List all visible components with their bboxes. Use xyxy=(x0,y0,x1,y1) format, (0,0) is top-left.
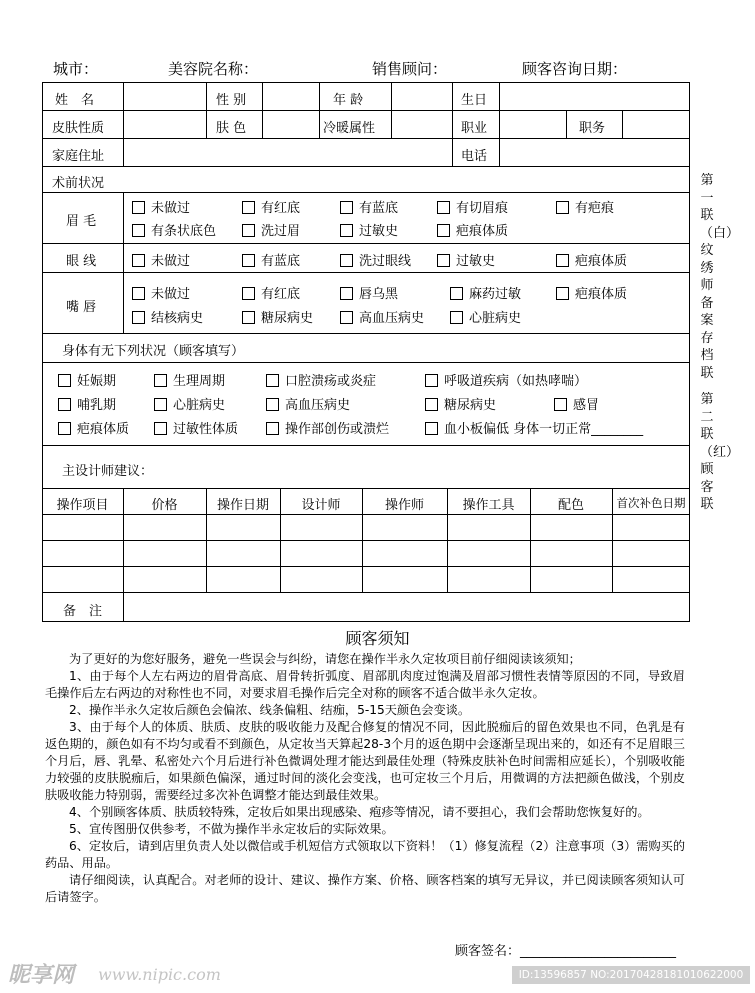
body-option[interactable]: 疤痕体质 xyxy=(58,418,129,437)
eyeliner-option[interactable]: 洗过眼线 xyxy=(340,250,411,269)
checkbox-icon xyxy=(242,311,255,324)
skin-color-label: 肤 色 xyxy=(216,121,247,136)
side-copy-first: 第一联（白）纹绣师备案存档联 xyxy=(700,173,740,381)
eyebrow-option[interactable]: 过敏史 xyxy=(340,220,398,239)
lip-option[interactable]: 未做过 xyxy=(132,283,190,302)
eyebrow-option[interactable]: 未做过 xyxy=(132,197,190,216)
checkbox-icon xyxy=(340,311,353,324)
checkbox-icon xyxy=(425,398,438,411)
city-label: 城市： xyxy=(53,60,99,78)
checkbox-icon xyxy=(556,201,569,214)
checkbox-icon xyxy=(132,201,145,214)
checkbox-icon xyxy=(132,224,145,237)
checkbox-icon xyxy=(242,287,255,300)
checkbox-icon xyxy=(154,374,167,387)
checkbox-icon xyxy=(266,422,279,435)
eyebrow-option[interactable]: 有蓝底 xyxy=(340,197,398,216)
checkbox-icon xyxy=(242,254,255,267)
lip-option[interactable]: 麻药过敏 xyxy=(450,283,521,302)
notice-item: 4、个别顾客体质、肤质较特殊，定妆后如果出现感染、疱疹等情况，请不要担心，我们会帮助您恢复好的。 xyxy=(69,805,650,819)
body-option[interactable]: 妊娠期 xyxy=(58,370,116,389)
notice-body xyxy=(45,651,685,906)
body-option[interactable]: 生理周期 xyxy=(154,370,225,389)
address-label: 家庭住址 xyxy=(52,149,105,164)
eyebrow-option[interactable]: 有红底 xyxy=(242,197,300,216)
pre-op-title: 术前状况 xyxy=(52,176,105,191)
eyebrow-option[interactable]: 有疤痕 xyxy=(556,197,614,216)
checkbox-icon xyxy=(266,398,279,411)
lip-option[interactable]: 高血压病史 xyxy=(340,307,424,326)
body-conditions-title: 身体有无下列状况（顾客填写） xyxy=(62,344,245,359)
checkbox-icon xyxy=(450,311,463,324)
designer-advice-label: 主设计师建议： xyxy=(62,464,154,479)
col-header-tools: 操作工具 xyxy=(462,498,515,513)
checkbox-icon xyxy=(58,422,71,435)
checkbox-icon xyxy=(425,374,438,387)
checkbox-icon xyxy=(242,201,255,214)
lip-label: 嘴 唇 xyxy=(66,300,97,315)
job-label: 职业 xyxy=(461,121,488,136)
checkbox-icon xyxy=(556,287,569,300)
eyeliner-option[interactable]: 有蓝底 xyxy=(242,250,300,269)
lip-option[interactable]: 疤痕体质 xyxy=(556,283,627,302)
eyeliner-option[interactable]: 疤痕体质 xyxy=(556,250,627,269)
checkbox-icon xyxy=(340,287,353,300)
checkbox-icon xyxy=(437,201,450,214)
notice-item: 3、由于每个人的体质、肤质、皮肤的吸收能力及配合修复的情况不同，因此脱痂后的留色效果也不同，色乳是有返色期的，颜色如有不均匀或看不到颜色，从定妆当天算起28-3个月的返色期中会逐渐呈现出来的，如还有不足眉眼三个月后，唇、乳晕、私密处六个月后进行补色微调处理才能达到最佳处理（特殊皮肤补色时间需相应延长），个别吸收能力较强的皮肤脱痂后，如果颜色偏深，通过时间的淡化会变浅，也可定妆三个月后，用微调的方法把颜色做浅，个别皮肤吸收能力特别弱，需要经过多次补色调整才能达到最佳效果。 xyxy=(45,720,685,802)
checkbox-icon xyxy=(58,398,71,411)
eyebrow-option[interactable]: 有条状底色 xyxy=(132,220,216,239)
checkbox-icon xyxy=(242,224,255,237)
phone-label: 电话 xyxy=(461,149,488,164)
checkbox-icon xyxy=(266,374,279,387)
checkbox-icon xyxy=(425,422,438,435)
checkbox-icon xyxy=(132,287,145,300)
eyebrow-option[interactable]: 洗过眉 xyxy=(242,220,300,239)
body-option[interactable]: 心脏病史 xyxy=(154,394,225,413)
customer-signature: 顾客签名：________________________ xyxy=(455,944,677,959)
lip-option[interactable]: 有红底 xyxy=(242,283,300,302)
name-label: 姓 名 xyxy=(55,93,95,108)
body-option[interactable]: 血小板偏低 身体一切正常________ xyxy=(425,418,643,437)
body-option[interactable]: 高血压病史 xyxy=(266,394,350,413)
watermark-logo: 昵享网 xyxy=(8,962,75,988)
lip-option[interactable]: 结核病史 xyxy=(132,307,203,326)
body-option[interactable]: 哺乳期 xyxy=(58,394,116,413)
watermark-url: www.nipic.com xyxy=(98,965,221,984)
notice-item: 5、宣传图册仅供参考，不做为操作半永定妆后的实际效果。 xyxy=(69,822,394,836)
body-option[interactable]: 操作部创伤或溃烂 xyxy=(266,418,389,437)
sales-consultant-label: 销售顾问： xyxy=(372,60,448,78)
remark-label: 备 注 xyxy=(62,604,102,619)
col-header-item: 操作项目 xyxy=(56,498,109,513)
notice-intro: 为了更好的为您好服务，避免一些误会与纠纷，请您在操作半永久定妆项目前仔细阅读该须知； xyxy=(69,652,581,666)
eyeliner-label: 眼 线 xyxy=(66,254,97,269)
lip-option[interactable]: 糖尿病史 xyxy=(242,307,313,326)
lip-option[interactable]: 唇乌黑 xyxy=(340,283,398,302)
checkbox-icon xyxy=(154,398,167,411)
gender-label: 性 别 xyxy=(216,93,247,108)
birthday-label: 生日 xyxy=(461,93,488,108)
col-header-color: 配色 xyxy=(557,498,584,513)
checkbox-icon xyxy=(340,224,353,237)
checkbox-icon xyxy=(132,311,145,324)
checkbox-icon xyxy=(554,398,567,411)
notice-item: 请仔细阅读，认真配合。对老师的设计、建议、操作方案、价格、顾客档案的填写无异议，并已阅读顾客须知认可后请签字。 xyxy=(45,873,685,904)
eyeliner-option[interactable]: 过敏史 xyxy=(437,250,495,269)
body-option[interactable]: 呼吸道疾病（如热哮喘） xyxy=(425,370,587,389)
checkbox-icon xyxy=(450,287,463,300)
age-label: 年 龄 xyxy=(333,93,364,108)
checkbox-icon xyxy=(340,201,353,214)
side-copy-second: 第二联（红）顾客联 xyxy=(700,392,740,512)
body-option[interactable]: 口腔溃疡或炎症 xyxy=(266,370,376,389)
checkbox-icon xyxy=(556,254,569,267)
salon-name-label: 美容院名称： xyxy=(168,60,259,78)
body-option[interactable]: 感冒 xyxy=(554,394,599,413)
col-header-designer: 设计师 xyxy=(301,498,341,513)
warmth-label: 冷暖属性 xyxy=(323,121,376,136)
col-header-operator: 操作师 xyxy=(384,498,424,513)
body-option[interactable]: 糖尿病史 xyxy=(425,394,496,413)
watermark-id: ID:13596857 NO:20170428181010622000 xyxy=(512,966,750,984)
checkbox-icon xyxy=(437,224,450,237)
checkbox-icon xyxy=(154,422,167,435)
eyebrow-option[interactable]: 有切眉痕 xyxy=(437,197,508,216)
col-header-price: 价格 xyxy=(151,498,178,513)
notice-title: 顾客须知 xyxy=(345,629,410,648)
consult-date-label: 顾客咨询日期： xyxy=(522,60,628,78)
checkbox-icon xyxy=(340,254,353,267)
notice-item: 1、由于每个人左右两边的眉骨高底、眉骨转折弧度、眉部肌肉度过饱满及眉部习惯性表情等原因的不同，导致眉毛操作后左右两边的对称性也不同，对要求眉毛操作后完全对称的顾客不适合做半永久定妆。 xyxy=(45,669,685,700)
col-header-first-retouch: 首次补色日期 xyxy=(616,496,686,510)
checkbox-icon xyxy=(437,254,450,267)
notice-item: 2、操作半永久定妆后颜色会偏浓、线条偏粗、结痂，5-15天颜色会变谈。 xyxy=(69,703,471,717)
eyebrow-label: 眉 毛 xyxy=(66,214,97,229)
skin-type-label: 皮肤性质 xyxy=(52,121,105,136)
checkbox-icon xyxy=(132,254,145,267)
notice-item: 6、定妆后，请到店里负责人处以微信或手机短信方式领取以下资料！（1）修复流程（2）注意事项（3）需购买的药品、用品。 xyxy=(45,839,686,870)
checkbox-icon xyxy=(58,374,71,387)
lip-option[interactable]: 心脏病史 xyxy=(450,307,521,326)
eyeliner-option[interactable]: 未做过 xyxy=(132,250,190,269)
eyebrow-option[interactable]: 疤痕体质 xyxy=(437,220,508,239)
position-label: 职务 xyxy=(579,121,606,136)
col-header-date: 操作日期 xyxy=(216,498,269,513)
body-option[interactable]: 过敏性体质 xyxy=(154,418,238,437)
